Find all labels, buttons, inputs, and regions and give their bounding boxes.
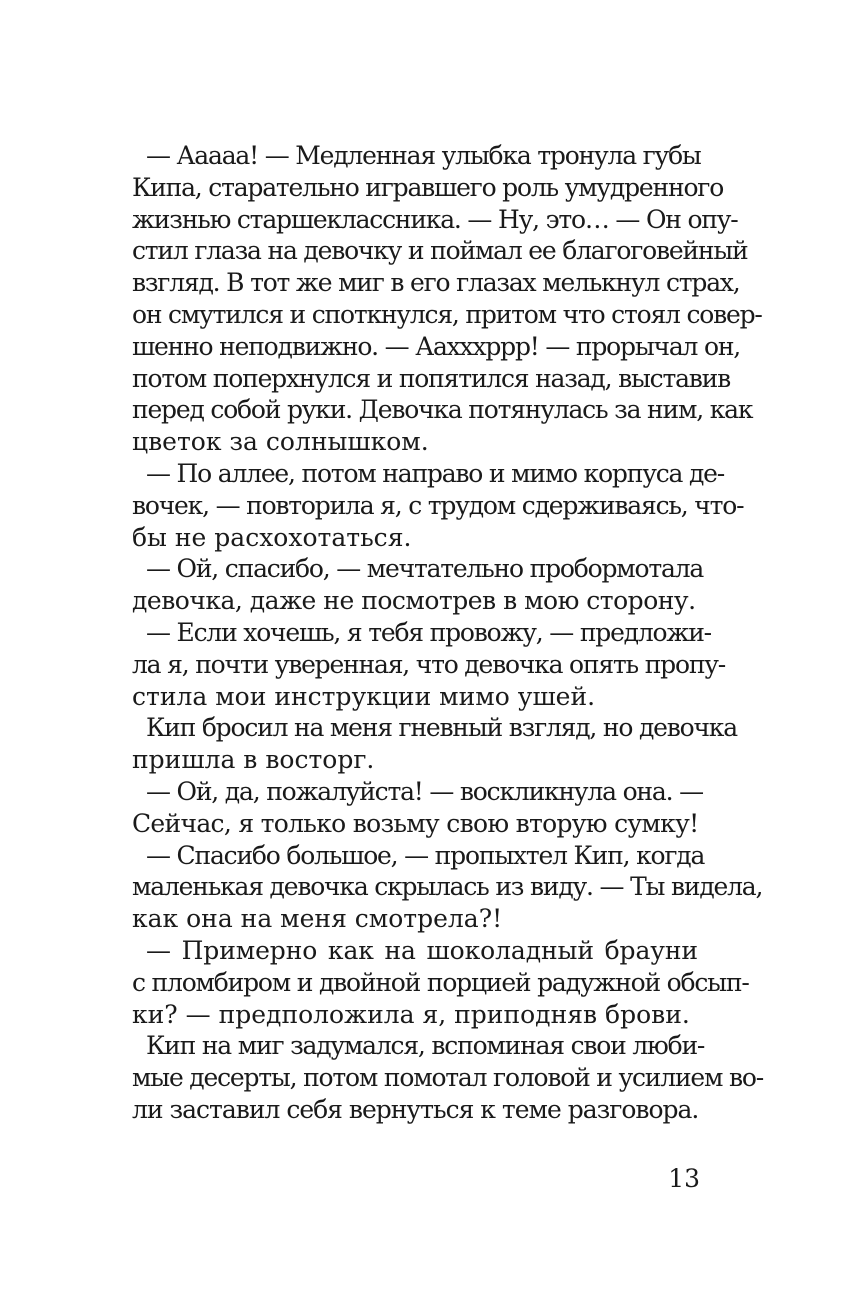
text-line: Кипа, старательно игравшего роль умудренного — [132, 172, 724, 202]
text-line: жизнью старшеклассника. — Ну, это… — Он опу- — [132, 204, 738, 234]
text-line: вочек, — повторила я, с трудом сдерживаясь, что- — [132, 490, 744, 520]
text-line: — Ой, спасибо, — мечтательно пробормотала — [146, 554, 704, 584]
text-line: цветок за солнышком. — [132, 427, 429, 457]
text-line: взгляд. В тот же миг в его глазах мелькнул страх, — [132, 268, 740, 298]
paragraph — [118, 712, 737, 776]
text-line: девочка, даже не посмотрев в мою сторону. — [132, 586, 696, 616]
text-line: ла я, почти уверенная, что девочка опять пропу- — [132, 649, 726, 679]
paragraph — [118, 935, 749, 1030]
book-page-text — [118, 140, 763, 1126]
text-line: — Ааааа! — Медленная улыбка тронула губы — [146, 141, 701, 170]
paragraph — [118, 140, 762, 458]
text-line: — Спасибо большое, — пропыхтел Кип, когда — [146, 840, 705, 870]
text-line: ли заставил себя вернуться к теме разговора. — [132, 1094, 699, 1124]
paragraph — [118, 1030, 763, 1125]
text-line: шенно неподвижно. — Аахххррр! — прорычал он, — [132, 331, 741, 361]
paragraph — [118, 617, 726, 712]
text-line: — Если хочешь, я тебя провожу, — предложи- — [146, 617, 711, 647]
text-line: — Примерно как на шоколадный брауни — [146, 935, 698, 965]
text-line: перед собой руки. Девочка потянулась за ним, как — [132, 395, 753, 425]
text-line: стила мои инструкции мимо ушей. — [132, 681, 596, 711]
text-line: — По аллее, потом направо и мимо корпуса де- — [146, 458, 724, 488]
text-line: мые десерты, потом помотал головой и усилием во- — [132, 1063, 763, 1093]
text-line: Кип на миг задумался, вспоминая свои люби- — [146, 1031, 705, 1061]
text-line: с пломбиром и двойной порцией радужной обсып- — [132, 967, 749, 997]
text-line: он смутился и споткнулся, притом что стоял совер- — [132, 299, 762, 329]
paragraph — [118, 458, 744, 553]
text-line: Кип бросил на меня гневный взгляд, но девочка — [146, 713, 737, 743]
text-line: маленькая девочка скрылась из виду. — Ты видела, — [132, 872, 763, 902]
text-line: Сейчас, я только возьму свою вторую сумку! — [132, 808, 699, 838]
text-line: потом поперхнулся и попятился назад, выставив — [132, 363, 731, 393]
text-line: — Ой, да, пожалуйста! — воскликнула она. — — [146, 776, 703, 806]
text-line: как она на меня смотрела?! — [132, 904, 503, 934]
text-line: пришла в восторг. — [132, 745, 375, 775]
text-line: ки? — предположила я, приподняв брови. — [132, 999, 690, 1029]
paragraph — [118, 776, 703, 840]
paragraph — [118, 840, 763, 935]
text-line: бы не расхохотаться. — [132, 522, 412, 552]
text-line: стил глаза на девочку и поймал ее благоговейный — [132, 236, 748, 266]
page-number: 13 — [668, 1164, 700, 1193]
paragraph — [118, 553, 704, 617]
